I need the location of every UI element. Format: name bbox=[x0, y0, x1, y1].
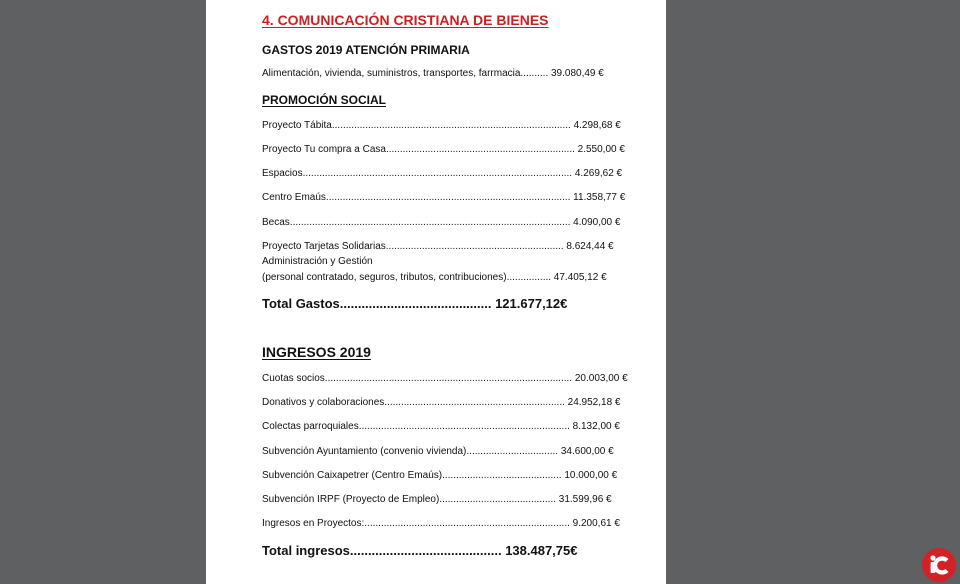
table-row: Proyecto Tu compra a Casa.................................................................... 2.550,00 € bbox=[262, 144, 625, 155]
gastos-heading: GASTOS 2019 ATENCIÓN PRIMARIA bbox=[262, 43, 470, 57]
total-ingresos: Total ingresos.......................................... 138.487,75€ bbox=[262, 543, 578, 558]
section-title: 4. COMUNICACIÓN CRISTIANA DE BIENES bbox=[262, 12, 549, 28]
ic-logo-icon[interactable] bbox=[922, 548, 956, 582]
total-gastos: Total Gastos.......................................... 121.677,12€ bbox=[262, 296, 568, 311]
table-row: Subvención Ayuntamiento (convenio vivienda)................................. 34.600,00 € bbox=[262, 446, 614, 457]
table-row: Proyecto Tábita...................................................................................... 4.298,68 € bbox=[262, 120, 621, 131]
table-row: Becas..................................................................................................... 4.090,00 € bbox=[262, 217, 621, 228]
table-row: Subvención Caixapetrer (Centro Emaús)........................................... 10.000,00 € bbox=[262, 470, 618, 481]
admin-label: Administración y Gestión bbox=[262, 256, 373, 267]
table-row: Proyecto Tarjetas Solidarias................................................................ 8.624,44 € bbox=[262, 241, 614, 252]
table-row: Donativos y colaboraciones................................................................. 24.952,18 € bbox=[262, 397, 621, 408]
ic-logo-glyph-icon bbox=[922, 548, 956, 582]
admin-line: (personal contratado, seguros, tributos, contribuciones)................ 47.405,12 € bbox=[262, 272, 607, 283]
atencion-primaria-line: Alimentación, vivienda, suministros, transportes, farrmacia.......... 39.080,49 € bbox=[262, 68, 604, 79]
table-row: Subvención IRPF (Proyecto de Empleo).......................................... 31.599,96 € bbox=[262, 494, 612, 505]
table-row: Centro Emaús........................................................................................ 11.358,77 € bbox=[262, 192, 626, 203]
table-row: Colectas parroquiales............................................................................ 8.132,00 € bbox=[262, 421, 620, 432]
document-page bbox=[206, 0, 666, 584]
table-row: Cuotas socios......................................................................................... 20.003,00 € bbox=[262, 373, 628, 384]
promocion-social-heading: PROMOCIÓN SOCIAL bbox=[262, 93, 387, 107]
table-row: Ingresos en Proyectos:.......................................................................... 9.200,61 € bbox=[262, 518, 620, 529]
table-row: Espacios................................................................................................. 4.269,62 € bbox=[262, 168, 623, 179]
ingresos-heading: INGRESOS 2019 bbox=[262, 344, 371, 360]
